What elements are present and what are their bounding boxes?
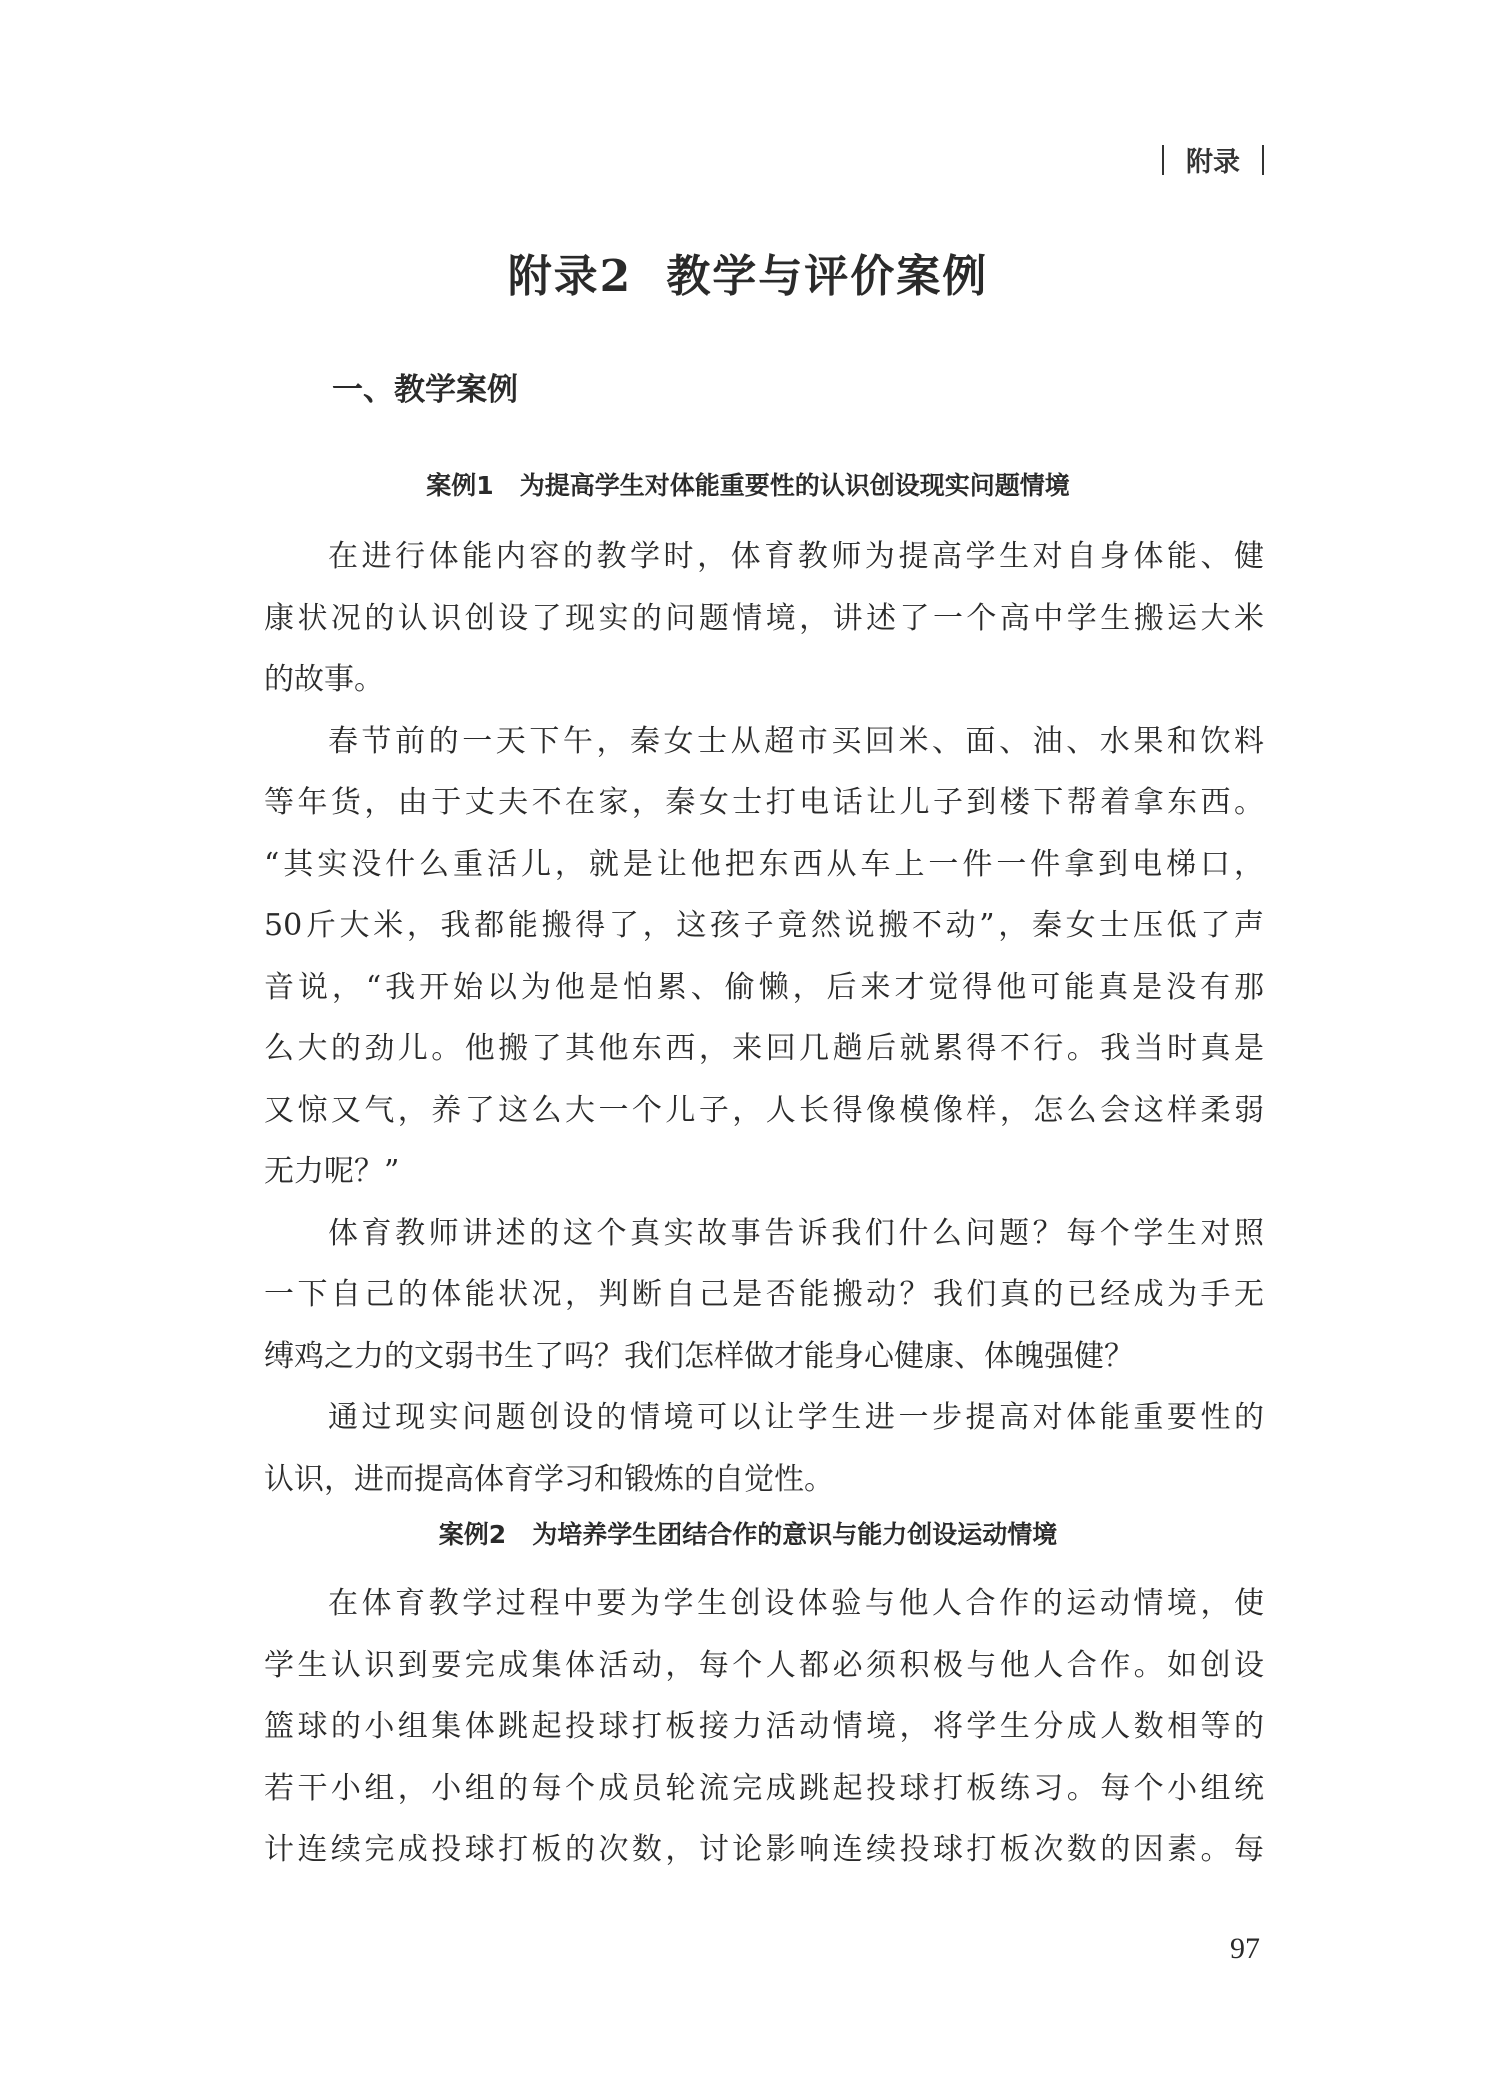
case2-title: 为培养学生团结合作的意识与能力创设运动情境	[532, 1520, 1058, 1549]
body-line: 若干小组，小组的每个成员轮流完成跳起投球打板练习。每个小组统	[264, 1770, 1264, 1806]
body-line: 通过现实问题创设的情境可以让学生进一步提高对体能重要性的	[328, 1400, 1264, 1435]
body-line: 在体育教学过程中要为学生创设体验与他人合作的运动情境，使	[328, 1586, 1264, 1621]
body-line: 无力呢？”	[264, 1154, 400, 1189]
body-line: 体育教师讲述的这个真实故事告诉我们什么问题？每个学生对照	[328, 1215, 1264, 1251]
body-line: 学生认识到要完成集体活动，每个人都必须积极与他人合作。如创设	[264, 1647, 1264, 1683]
body-line: 的故事。	[264, 662, 384, 697]
body-line: 一下自己的体能状况，判断自己是否能搬动？我们真的已经成为手无	[264, 1277, 1264, 1312]
page-number: 97	[1230, 1932, 1260, 1965]
title-label: 附录2	[507, 251, 633, 302]
case1-body	[264, 526, 1264, 1510]
body-line: 等年货，由于丈夫不在家，秦女士打电话让儿子到楼下帮着拿东西。	[264, 785, 1264, 820]
title-text: 教学与评价案例	[666, 251, 989, 302]
body-line: 认识，进而提高体育学习和锻炼的自觉性。	[264, 1461, 834, 1497]
body-line: 50斤大米，我都能搬得了，这孩子竟然说搬不动”，秦女士压低了声	[264, 908, 1264, 943]
header-right-rule	[1262, 145, 1264, 175]
running-title: 附录	[1186, 147, 1240, 178]
case2-heading	[0, 1515, 1496, 1551]
body-line: 么大的劲儿。他搬了其他东西，来回几趟后就累得不行。我当时真是	[264, 1031, 1264, 1066]
body-line: 又惊又气，养了这么大一个儿子，人长得像模像样，怎么会这样柔弱	[264, 1092, 1264, 1128]
case1-title: 为提高学生对体能重要性的认识创设现实问题情境	[519, 471, 1070, 500]
case2-body	[264, 1573, 1264, 1881]
section-heading: 一、教学案例	[332, 372, 518, 408]
body-line: 计连续完成投球打板的次数，讨论影响连续投球打板次数的因素。每	[264, 1832, 1264, 1867]
body-line: 篮球的小组集体跳起投球打板接力活动情境，将学生分成人数相等的	[264, 1709, 1264, 1744]
body-line: 春节前的一天下午，秦女士从超市买回米、面、油、水果和饮料	[328, 723, 1264, 759]
page-title	[0, 240, 1496, 304]
header-left-rule	[1162, 145, 1164, 175]
case1-heading	[0, 466, 1496, 502]
body-line: 缚鸡之力的文弱书生了吗？我们怎样做才能身心健康、体魄强健？	[264, 1338, 1134, 1374]
body-line: 在进行体能内容的教学时，体育教师为提高学生对自身体能、健	[328, 539, 1264, 574]
running-header	[1162, 140, 1264, 179]
body-line: 音说，“我开始以为他是怕累、偷懒，后来才觉得他可能真是没有那	[264, 969, 1264, 1005]
body-line: 康状况的认识创设了现实的问题情境，讲述了一个高中学生搬运大米	[264, 600, 1264, 636]
body-line: “其实没什么重活儿，就是让他把东西从车上一件一件拿到电梯口，	[264, 846, 1264, 882]
case2-label: 案例2	[438, 1520, 507, 1549]
case1-label: 案例1	[426, 471, 494, 500]
